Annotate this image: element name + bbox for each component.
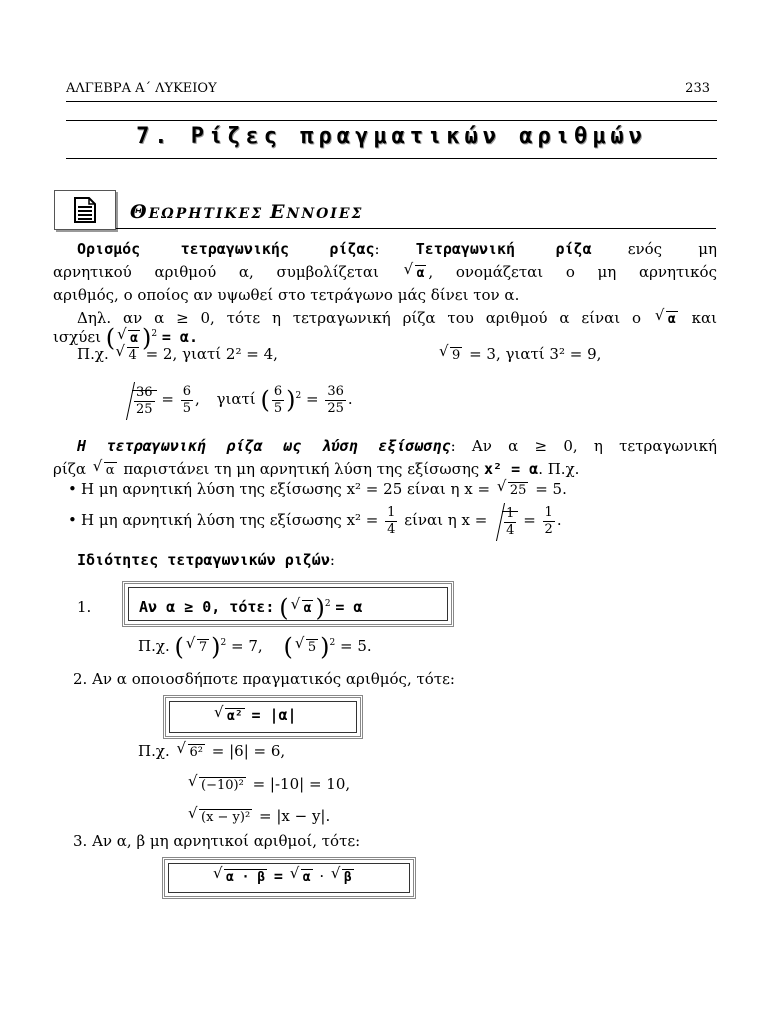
property-2-text: 2. Αν α οποιοσδήποτε πραγματικός αριθμός, τότε: <box>73 670 455 688</box>
chapter-rule-bottom <box>66 158 717 159</box>
chapter-title: 7. Ρίζες πραγματικών αριθμών <box>136 124 647 149</box>
section-title: ΘΕΩΡΗΤΙΚΕΣ ΕΝΝΟΙΕΣ <box>130 201 364 223</box>
chapter-rule-top <box>66 120 717 121</box>
definition-line-1: Ορισμός τετραγωνικής ρίζας: Τετραγωνική ρίζα ενός μη <box>77 240 717 258</box>
equation-line-2: ρίζα √ α παριστάνει τη μη αρνητική λύση της εξίσωσης x² = α. Π.χ. <box>53 458 717 482</box>
property-2-example-3: √ (x − y)² = |x − y|. <box>186 805 586 829</box>
property-2-example-2: √ (−10)² = |-10| = 10, <box>186 773 586 797</box>
document-icon <box>74 197 96 223</box>
definition-line-5: ισχύει (√ α )$^2$ = α. <box>53 319 717 354</box>
property-2-box: √ α² = |α| <box>163 695 363 739</box>
property-1-example: Π.χ. (√ 7 )$^2$ = 7, (√ 5 )$^2$ = 5. <box>138 628 558 663</box>
property-3-text: 3. Αν α, β μη αρνητικοί αριθμοί, τότε: <box>73 832 361 850</box>
bullet-2: • Η μη αρνητική λύση της εξίσωσης x² = $\frac{1}{4}$ είναι η x = $\frac{1}{4}$ = $\frac{1}{2}$ . <box>81 500 701 541</box>
property-2-example-1: Π.χ. √ 6² = |6| = 6, <box>138 740 538 764</box>
equation-line-1: Η τετραγωνική ρίζα ως λύση εξίσωσης: Αν α ≥ 0, η τετραγωνική <box>77 437 718 455</box>
section-icon-box <box>54 190 116 230</box>
definition-line-3: αριθμός, ο οποίος αν υψωθεί στο τετράγωνο μάς δίνει τον α. <box>53 286 520 304</box>
property-1-box: Αν α ≥ 0, τότε: (√ α )$^2$ = α <box>122 581 454 627</box>
header-rule <box>66 101 717 102</box>
book-title: ΑΛΓΕΒΡΑ Α΄ ΛΥΚΕΙΟΥ <box>66 81 217 96</box>
page-number: 233 <box>685 81 710 96</box>
definition-line-2: αρνητικού αριθμού α, συμβολίζεται √ α , ονομάζεται ο μη αρνητικός <box>53 261 717 285</box>
bullet-1: • Η μη αρνητική λύση της εξίσωσης x² = 25 είναι η x = √ 25 = 5. <box>81 478 681 502</box>
example-fraction-line: $\frac{36}{25}$ = $\frac{6}{5}$ , γιατί ( $\frac{6}{5}$ )$^2$ = $\frac{36}{25}$ . <box>122 376 422 420</box>
property-1-number: 1. <box>77 598 92 616</box>
example-line-2: √ 9 = 3, γιατί 3² = 9, <box>437 343 717 367</box>
running-header <box>66 81 710 96</box>
property-3-box: √ α · β = √ α · √ β <box>162 857 416 899</box>
example-line-1: Π.χ. √ 4 = 2, γιατί 2² = 4, <box>77 343 741 367</box>
definition-line-4: Δηλ. αν α ≥ 0, τότε η τετραγωνική ρίζα του αριθμού α είναι ο √ α και <box>53 307 717 331</box>
properties-title: Ιδιότητες τετραγωνικών ριζών: <box>77 551 335 569</box>
section-rule <box>116 228 716 229</box>
